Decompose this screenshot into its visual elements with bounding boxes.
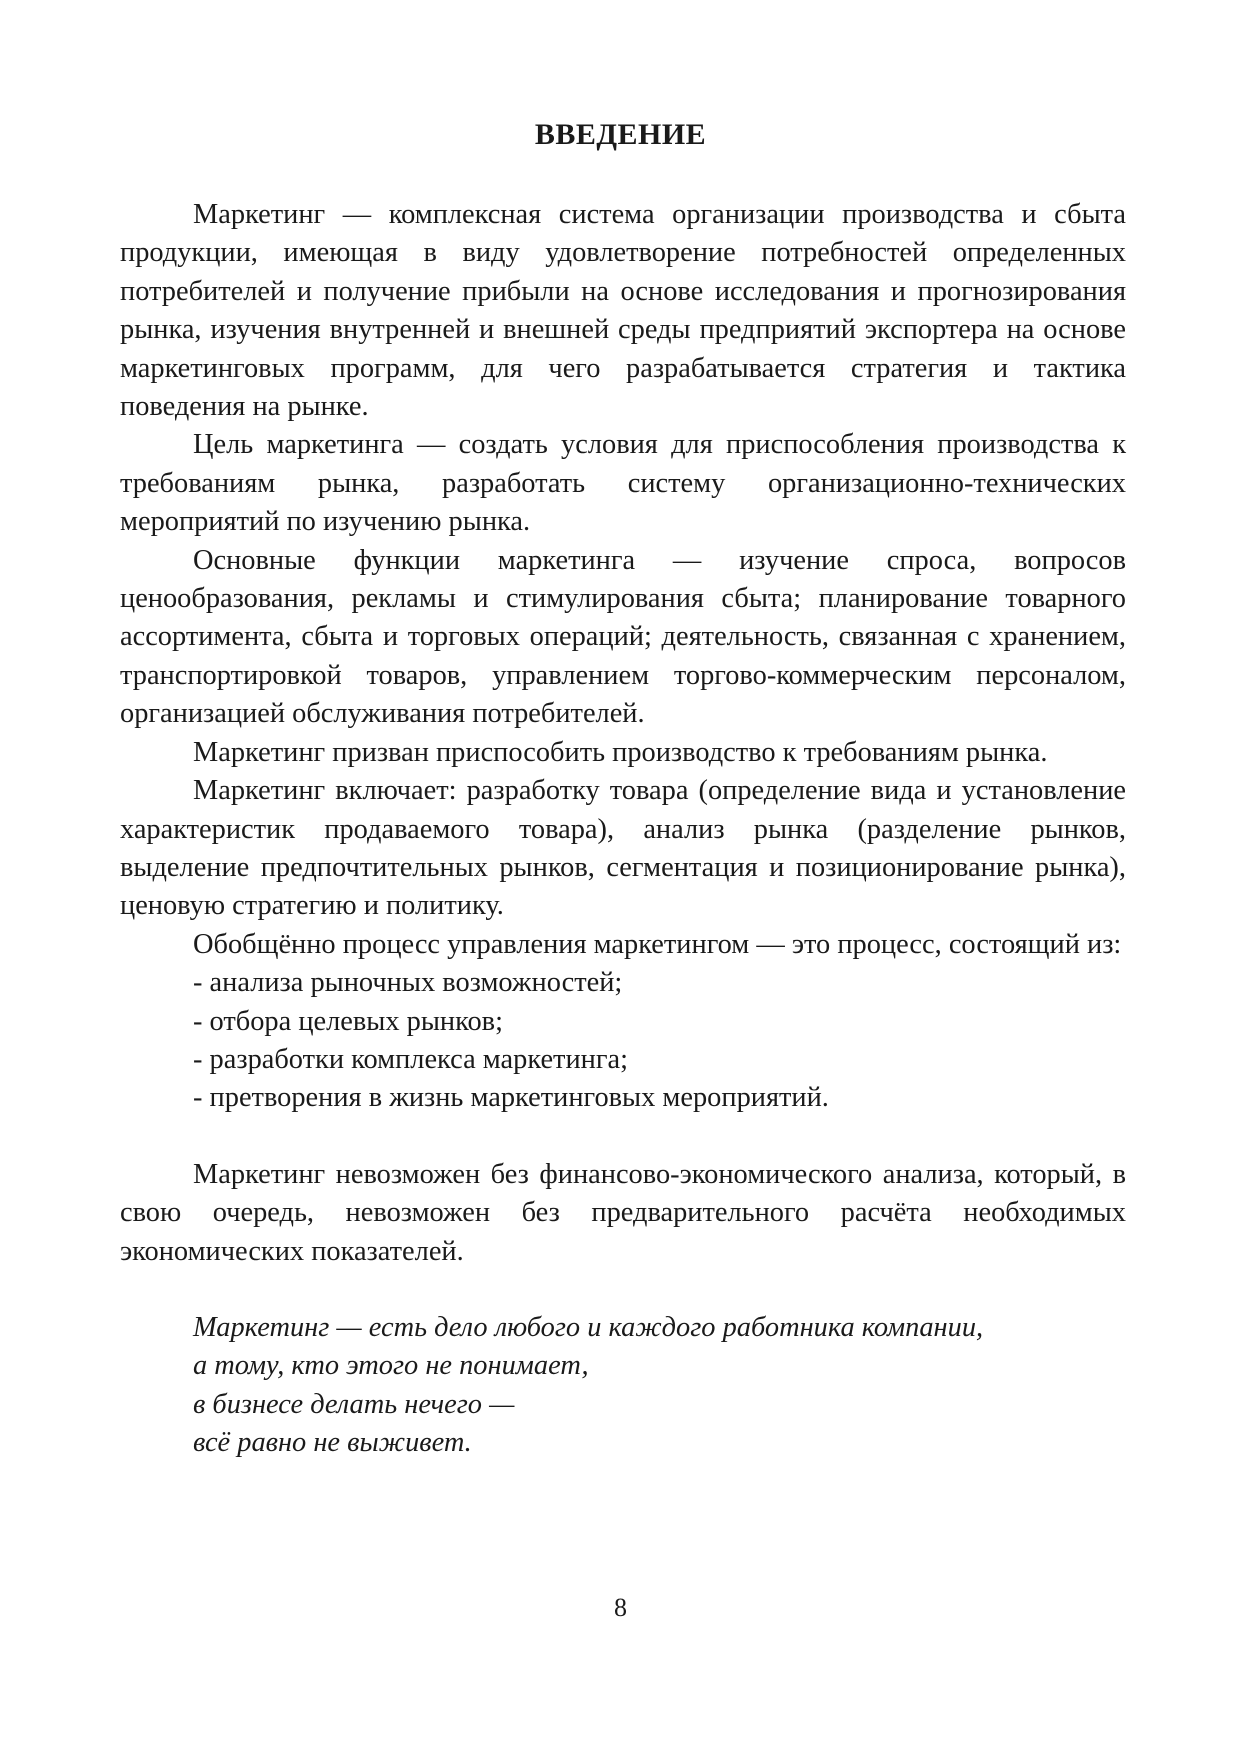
paragraph-closing: Маркетинг невозможен без финансово-экономического анализа, который, в свою очередь, невозможен без предварительного расчёта необходимых экономических показателей. xyxy=(120,1158,1126,1267)
paragraph-purpose: Маркетинг призван приспособить производство к требованиям рынка. xyxy=(193,736,1048,768)
body-text xyxy=(120,196,1126,1463)
process-steps-list xyxy=(120,964,1126,1118)
list-item: - отбора целевых рынков; xyxy=(193,1005,503,1037)
epigraph-line: а тому, кто этого не понимает, xyxy=(193,1350,589,1382)
paragraph-functions: Основные функции маркетинга — изучение спроса, вопросов ценообразования, рекламы и стимулирования сбыта; планирование товарного ассортимента, сбыта и торговых операций; деятельность, связанная с хранением, транспортировкой товаров, управлением торгово-коммерческим персоналом, организацией обслуживания потребителей. xyxy=(120,544,1126,730)
epigraph-line: всё равно не выживет. xyxy=(193,1427,472,1459)
epigraph xyxy=(120,1309,1126,1463)
paragraph-definition: Маркетинг — комплексная система организации производства и сбыта продукции, имеющая в виду удовлетворение потребностей определенных потребителей и получение прибыли на основе исследования и прогнозирования рынка, изучения внутренней и внешней среды предприятий экспортера на основе маркетинговых программ, для чего разрабатывается стратегия и тактика поведения на рынке. xyxy=(120,199,1126,423)
paragraph-goal: Цель маркетинга — создать условия для приспособления производства к требованиям рынка, разработать систему организационно-технических мероприятий по изучению рынка. xyxy=(120,429,1126,538)
page-number: 8 xyxy=(614,1593,627,1622)
list-item: - разработки комплекса маркетинга; xyxy=(193,1043,628,1075)
list-item: - анализа рыночных возможностей; xyxy=(193,967,623,999)
paragraph-process: Обобщённо процесс управления маркетингом — это процесс, состоящий из: xyxy=(193,928,1122,960)
epigraph-line: в бизнесе делать нечего — xyxy=(193,1388,515,1420)
paragraph-includes: Маркетинг включает: разработку товара (определение вида и установление характеристик продаваемого товара), анализ рынка (разделение рынков, выделение предпочтительных рынков, сегментация и позиционирование рынка), ценовую стратегию и политику. xyxy=(120,775,1126,922)
list-item: - претворения в жизнь маркетинговых мероприятий. xyxy=(193,1082,829,1114)
spacer xyxy=(120,1118,1126,1156)
page-title: ВВЕДЕНИЕ xyxy=(534,118,707,151)
epigraph-line: Маркетинг — есть дело любого и каждого работника компании, xyxy=(193,1311,984,1343)
spacer xyxy=(120,1271,1126,1309)
